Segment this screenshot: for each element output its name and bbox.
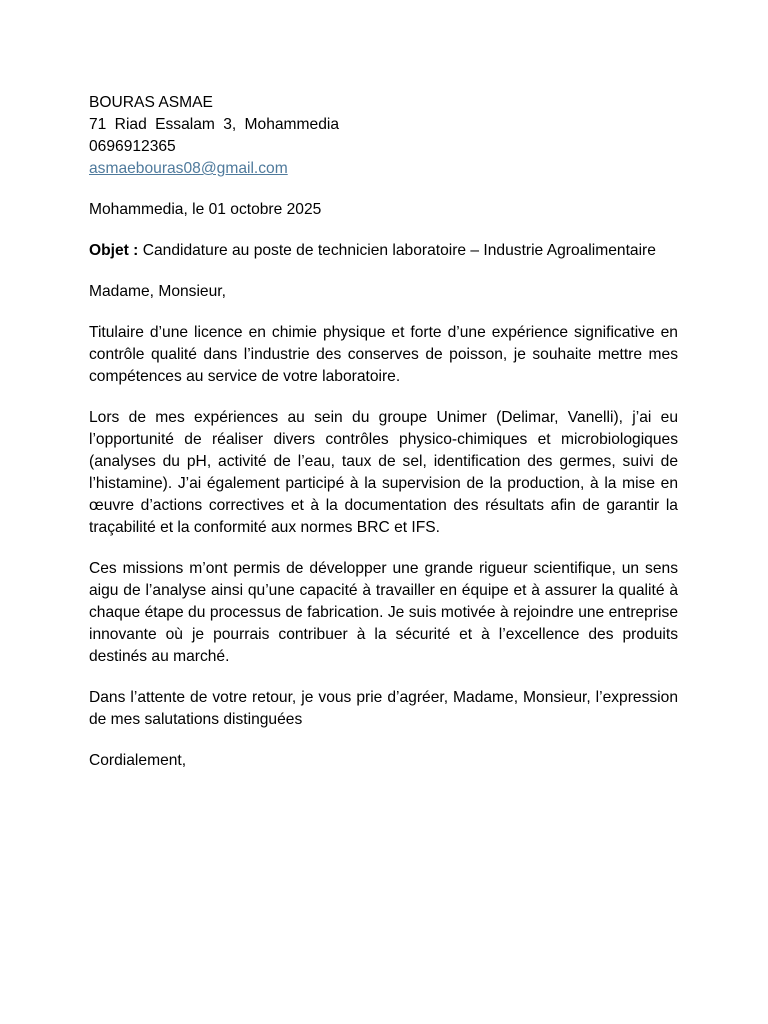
sender-email-link[interactable]: asmaebouras08@gmail.com	[89, 160, 288, 177]
sender-block	[89, 92, 678, 180]
letter-page	[89, 92, 678, 772]
closing: Cordialement,	[89, 752, 187, 769]
subject-line	[89, 240, 678, 262]
place-date: Mohammedia, le 01 octobre 2025	[89, 201, 322, 218]
sender-name: BOURAS ASMAE	[89, 94, 213, 111]
body-paragraph-1: Titulaire d’une licence en chimie physique et forte d’une expérience significative en contrôle qualité dans l’industrie des conserves de poisson, je souhaite mettre mes compétences au service de votre laboratoire.	[89, 324, 678, 385]
subject-label: Objet :	[89, 242, 139, 259]
sender-address: 71 Riad Essalam 3, Mohammedia	[89, 116, 340, 133]
subject-text: Candidature au poste de technicien laboratoire – Industrie Agroalimentaire	[138, 242, 656, 259]
body-paragraph-2: Lors de mes expériences au sein du groupe Unimer (Delimar, Vanelli), j’ai eu l’opportunité de réaliser divers contrôles physico-chimiques et microbiologiques (analyses du pH, activité de l’eau, taux de sel, identification des germes, suivi de l’histamine). J’ai également participé à la supervision de la production, à la mise en œuvre d’actions correctives et à la documentation des résultats afin de garantir la traçabilité et la conformité aux normes BRC et IFS.	[89, 409, 678, 536]
salutation: Madame, Monsieur,	[89, 283, 226, 300]
body-paragraph-3: Ces missions m’ont permis de développer une grande rigueur scientifique, un sens aigu de l’analyse ainsi qu’une capacité à travailler en équipe et à assurer la qualité à chaque étape du processus de fabrication. Je suis motivée à rejoindre une entreprise innovante où je pourrais contribuer à la sécurité et à l’excellence des produits destinés au marché.	[89, 560, 678, 665]
body-paragraph-4: Dans l’attente de votre retour, je vous prie d’agréer, Madame, Monsieur, l’expression de mes salutations distinguées	[89, 689, 678, 728]
sender-phone: 0696912365	[89, 138, 176, 155]
